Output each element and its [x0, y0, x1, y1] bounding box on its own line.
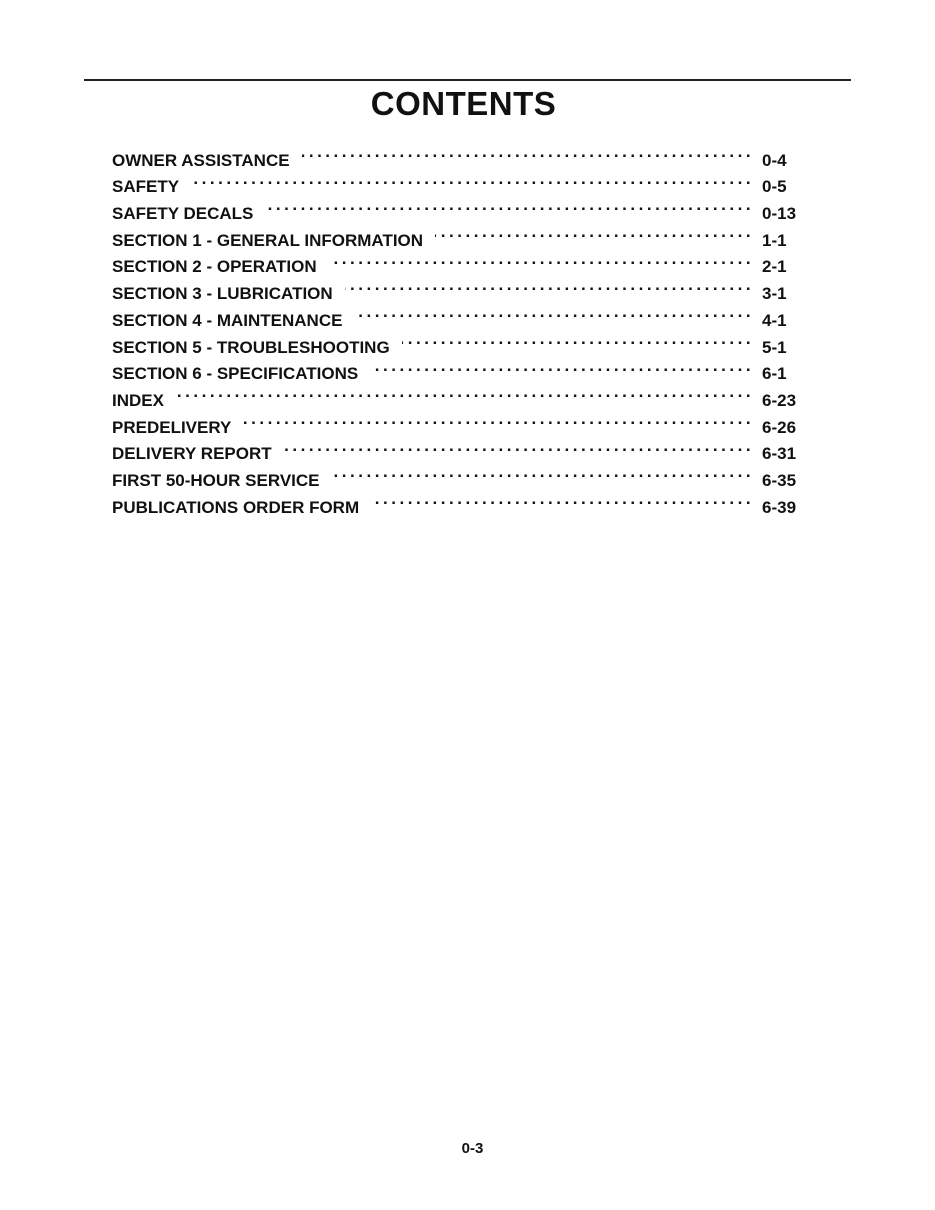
toc-entry[interactable] — [112, 166, 812, 197]
toc-leader-dots — [435, 219, 750, 246]
top-rule — [84, 79, 851, 81]
toc-entry-label: SECTION 5 - TROUBLESHOOTING — [112, 337, 390, 357]
toc-leader-dots — [402, 326, 750, 353]
toc-leader-dots — [265, 192, 750, 219]
toc-entry-page: 1-1 — [762, 230, 787, 250]
toc-entry-label: PUBLICATIONS ORDER FORM — [112, 497, 360, 517]
toc-entry[interactable] — [112, 192, 812, 224]
toc-entry-page: 6-35 — [762, 470, 797, 490]
toc-entry-label: SAFETY — [112, 177, 180, 197]
toc-entry-page: 6-31 — [762, 444, 797, 464]
toc-leader-dots — [371, 486, 750, 513]
toc-entry[interactable] — [112, 379, 812, 410]
toc-entry-page: 3-1 — [762, 284, 787, 304]
toc-entry-label: FIRST 50-HOUR SERVICE — [112, 470, 320, 490]
toc-entry-label: SAFETY DECALS — [112, 204, 254, 224]
toc-entry-label: DELIVERY REPORT — [112, 444, 272, 464]
toc-leader-dots — [284, 433, 750, 460]
toc-entry-page: 6-1 — [762, 364, 787, 384]
toc-leader-dots — [370, 353, 750, 380]
toc-entry-label: SECTION 4 - MAINTENANCE — [112, 310, 343, 330]
page-title: CONTENTS — [370, 85, 557, 122]
toc-leader-dots — [354, 299, 750, 326]
toc-entry[interactable] — [112, 406, 812, 437]
toc-entry[interactable] — [112, 139, 812, 170]
toc-entry-page: 4-1 — [762, 310, 787, 330]
toc-leader-dots — [243, 406, 750, 433]
toc-entry-label: SECTION 2 - OPERATION — [112, 257, 317, 277]
toc-entry-label: INDEX — [112, 390, 164, 410]
toc-entry-page: 0-13 — [762, 204, 797, 224]
toc-leader-dots — [329, 246, 750, 273]
page-number: 0-3 — [461, 1140, 484, 1157]
toc-leader-dots — [176, 379, 750, 406]
toc-leader-dots — [345, 272, 750, 299]
toc-leader-dots — [191, 166, 750, 193]
toc-entry-page: 6-39 — [762, 497, 797, 517]
toc-entry-page: 6-23 — [762, 390, 797, 410]
toc-entry-page: 5-1 — [762, 337, 787, 357]
toc-entry-label: SECTION 3 - LUBRICATION — [112, 284, 333, 304]
toc-entry-page: 6-26 — [762, 417, 797, 437]
toc-entry-label: SECTION 1 - GENERAL INFORMATION — [112, 230, 424, 250]
toc-entry-page: 2-1 — [762, 257, 787, 277]
toc-leader-dots — [302, 139, 750, 166]
toc-entry-label: PREDELIVERY — [112, 417, 232, 437]
table-of-contents — [112, 139, 812, 517]
toc-entry-label: OWNER ASSISTANCE — [112, 150, 290, 170]
toc-entry-label: SECTION 6 - SPECIFICATIONS — [112, 364, 359, 384]
toc-entry-page: 0-4 — [762, 150, 787, 170]
toc-entry-page: 0-5 — [762, 177, 787, 197]
toc-leader-dots — [332, 459, 750, 486]
